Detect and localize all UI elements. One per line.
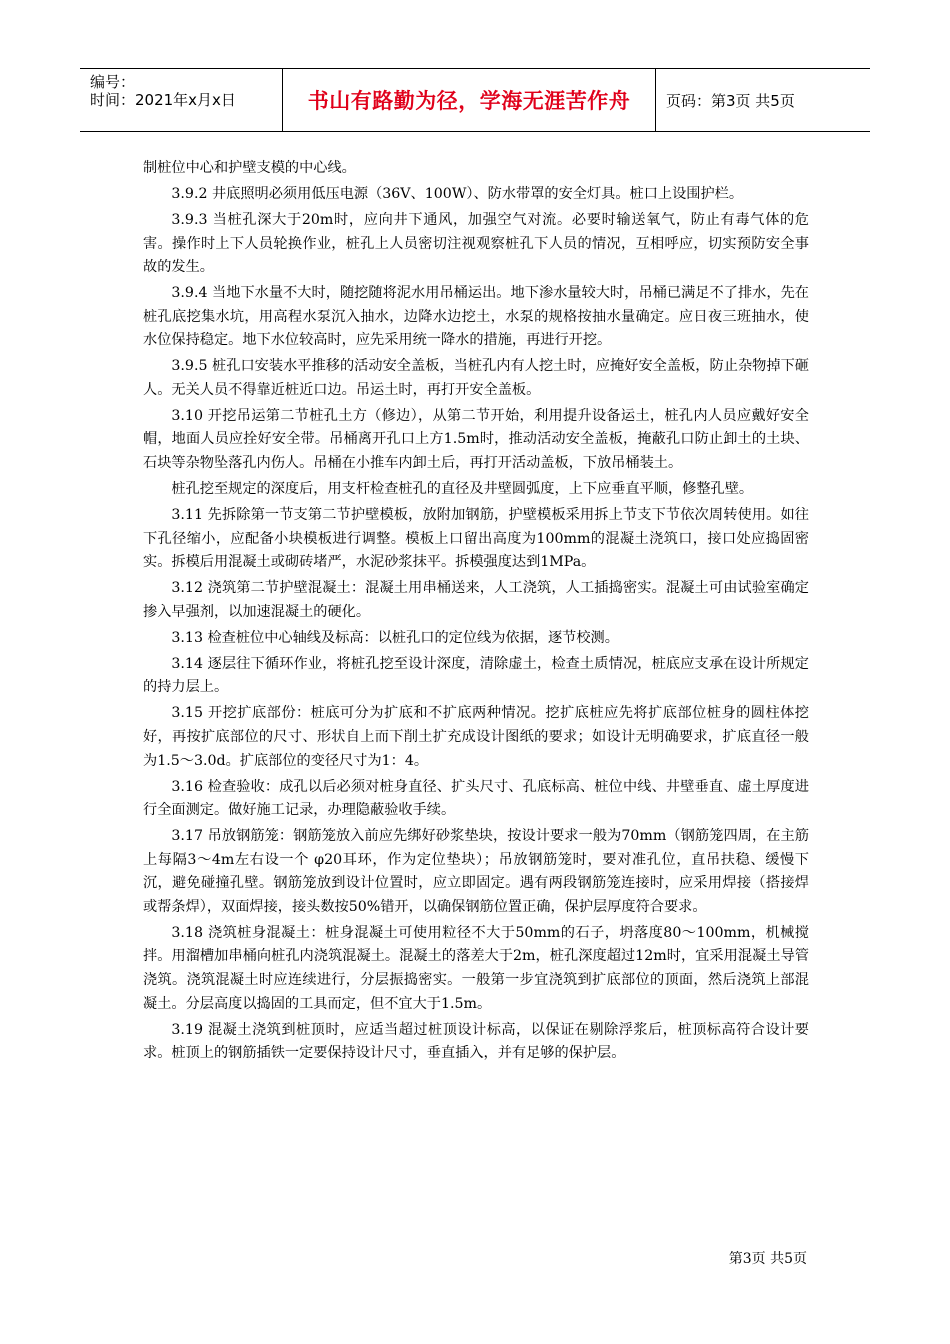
paragraph: 3.17 吊放钢筋笼：钢筋笼放入前应先绑好砂浆垫块，按设计要求一般为70mm（钢筋笼四周，在主筋上每隔3～4m左右设一个 φ20耳环，作为定位垫块）；吊放钢筋笼时，要对准孔位，直吊扶稳、缓慢下沉，避免碰撞孔壁。钢筋笼放到设计位置时，应立即固定。遇有两段钢筋笼连接时，应采用焊接（搭接焊或帮条焊），双面焊接，接头数按50%错开，以确保钢筋位置正确，保护层厚度符合要求。	[143, 828, 809, 915]
paragraph: 3.9.4 当地下水量不大时，随挖随将泥水用吊桶运出。地下渗水量较大时，吊桶已满足不了排水，先在桩孔底挖集水坑，用高程水泵沉入抽水，边降水边挖土，水泵的规格按抽水量确定。应日夜三班抽水，使水位保持稳定。地下水位较高时，应先采用统一降水的措施，再进行开挖。	[143, 285, 809, 349]
paragraph: 3.9.3 当桩孔深大于20m时，应向井下通风，加强空气对流。必要时输送氧气，防止有毒气体的危害。操作时上下人员轮换作业，桩孔上人员密切注视观察桩孔下人员的情况，互相呼应，切实预防安全事故的发生。	[143, 211, 809, 276]
paragraph: 3.9.5 桩孔口安装水平推移的活动安全盖板，当桩孔内有人挖土时，应掩好安全盖板，防止杂物掉下砸人。无关人员不得靠近桩近口边。吊运土时，再打开安全盖板。	[143, 358, 809, 398]
paragraph: 3.13 检查桩位中心轴线及标高：以桩孔口的定位线为依据，逐节校测。	[171, 629, 619, 646]
paragraph: 3.18 浇筑桩身混凝土：桩身混凝土可使用粒径不大于50mm的石子，坍落度80～100mm，机械搅拌。用溜槽加串桶向桩孔内浇筑混凝土。混凝土的落差大于2m，桩孔深度超过12m时，宜采用混凝土导管浇筑。浇筑混凝土时应连续进行，分层振捣密实。一般第一步宜浇筑到扩底部位的顶面，然后浇筑上部混凝土。分层高度以捣固的工具而定，但不宜大于1.5m。	[143, 924, 809, 1012]
page-header	[80, 68, 870, 132]
document-body	[143, 157, 809, 1068]
header-motto: 书山有路勤为径，学海无涯苦作舟	[282, 69, 656, 131]
header-page-code: 页码：第3页 共5页	[666, 91, 795, 110]
paragraph: 制桩位中心和护壁支模的中心线。	[143, 160, 356, 176]
paragraph: 3.14 逐层往下循环作业，将桩孔挖至设计深度，清除虚土，检查土质情况，桩底应支承在设计所规定的持力层上。	[143, 655, 809, 696]
paragraph: 3.10 开挖吊运第二节桩孔土方（修边），从第二节开始，利用提升设备运土，桩孔内人员应戴好安全帽，地面人员应拴好安全带。吊桶离开孔口上方1.5m时，推动活动安全盖板，掩蔽孔口防止卸土的土块、石块等杂物坠落孔内伤人。吊桶在小推车内卸土后，再打开活动盖板，下放吊桶装土。	[143, 407, 809, 472]
paragraph: 3.9.2 井底照明必须用低压电源（36V、100W）、防水带罩的安全灯具。桩口上设围护栏。	[171, 185, 744, 202]
paragraph: 桩孔挖至规定的深度后，用支杆检查桩孔的直径及井壁圆弧度，上下应垂直平顺，修整孔壁。	[171, 481, 754, 498]
paragraph: 3.12 浇筑第二节护壁混凝土：混凝土用串桶送来，人工浇筑，人工插捣密实。混凝土可由试验室确定掺入早强剂，以加速混凝土的硬化。	[143, 580, 809, 620]
paragraph: 3.11 先拆除第一节支第二节护壁模板，放附加钢筋，护壁模板采用拆上节支下节依次周转使用。如往下孔径缩小，应配备小块模板进行调整。模板上口留出高度为100mm的混凝土浇筑口，接口处应捣固密实。拆模后用混凝土或砌砖堵严，水泥砂浆抹平。拆模强度达到1MPa。	[143, 507, 809, 571]
paragraph: 3.19 混凝土浇筑到桩顶时，应适当超过桩顶设计标高，以保证在剔除浮浆后，桩顶标高符合设计要求。桩顶上的钢筋插铁一定要保持设计尺寸，垂直插入，并有足够的保护层。	[143, 1021, 809, 1062]
paragraph: 3.16 检查验收：成孔以后必须对桩身直径、扩头尺寸、孔底标高、桩位中线、井壁垂直、虚土厚度进行全面测定。做好施工记录，办理隐蔽验收手续。	[143, 778, 809, 819]
time-label: 时间：2021年x月x日	[90, 91, 236, 109]
header-meta	[80, 69, 282, 131]
page-footer: 第3页 共5页	[728, 1251, 807, 1267]
number-label: 编号：	[90, 73, 136, 91]
paragraph: 3.15 开挖扩底部份：桩底可分为扩底和不扩底两种情况。挖扩底桩应先将扩底部位桩身的圆柱体挖好，再按扩底部位的尺寸、形状自上而下削土扩充成设计图纸的要求；如设计无明确要求，扩底直径一般为1.5～3.0d。扩底部位的变径尺寸为1：4。	[143, 705, 809, 769]
